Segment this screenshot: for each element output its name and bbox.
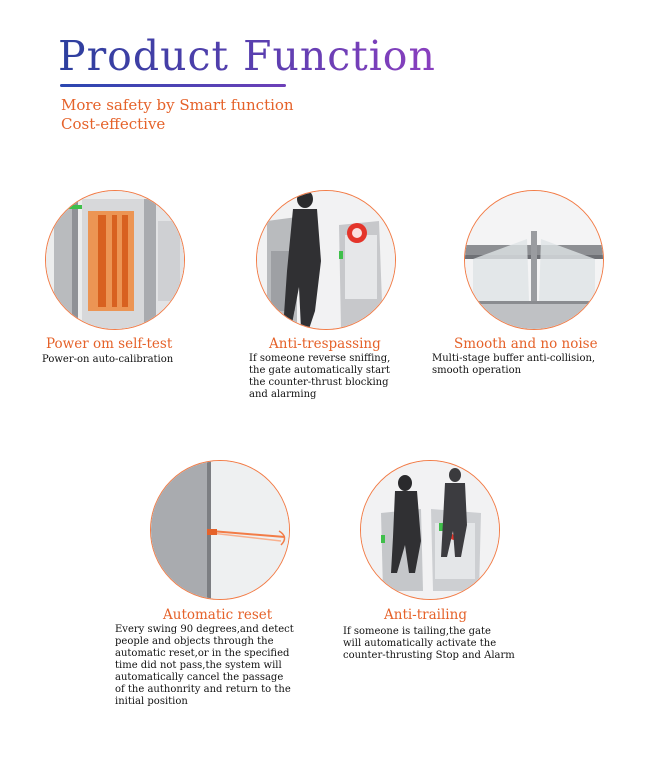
title-underline xyxy=(60,84,286,87)
anti-trailing-image xyxy=(360,460,500,600)
smooth-no-noise-image xyxy=(464,190,604,330)
power-self-test-image xyxy=(45,190,185,330)
feature-desc-power-self-test: Power-on auto-calibration xyxy=(42,354,174,365)
subtitle-line-2: Cost-effective xyxy=(61,115,166,133)
subtitle-line-1: More safety by Smart function xyxy=(61,96,294,114)
anti-trespassing-image xyxy=(256,190,396,330)
feature-desc-automatic-reset: Every swing 90 degrees,and detect people and objects through the automatic reset,or in the specified time did not pass,the system will automatically cancel the passage of the authonrity and return to the initial position xyxy=(115,624,294,707)
feature-desc-smooth-no-noise: Multi-stage buffer anti-collision, smooth operation xyxy=(432,353,596,376)
automatic-reset-image xyxy=(150,460,290,600)
feature-title-anti-trespassing: Anti-trespassing xyxy=(269,336,381,352)
page-title: Product Function xyxy=(58,32,436,80)
feature-desc-anti-trailing: If someone is tailing,the gate will automatically activate the counter-thrusting Stop and Alarm xyxy=(343,626,515,661)
feature-title-anti-trailing: Anti-trailing xyxy=(384,607,467,623)
feature-title-automatic-reset: Automatic reset xyxy=(163,607,273,623)
feature-title-smooth-no-noise: Smooth and no noise xyxy=(454,336,598,352)
feature-desc-anti-trespassing: If someone reverse sniffing, the gate automatically start the counter-thrust blocking and alarming xyxy=(249,353,391,400)
feature-title-power-self-test: Power om self-test xyxy=(46,336,173,352)
